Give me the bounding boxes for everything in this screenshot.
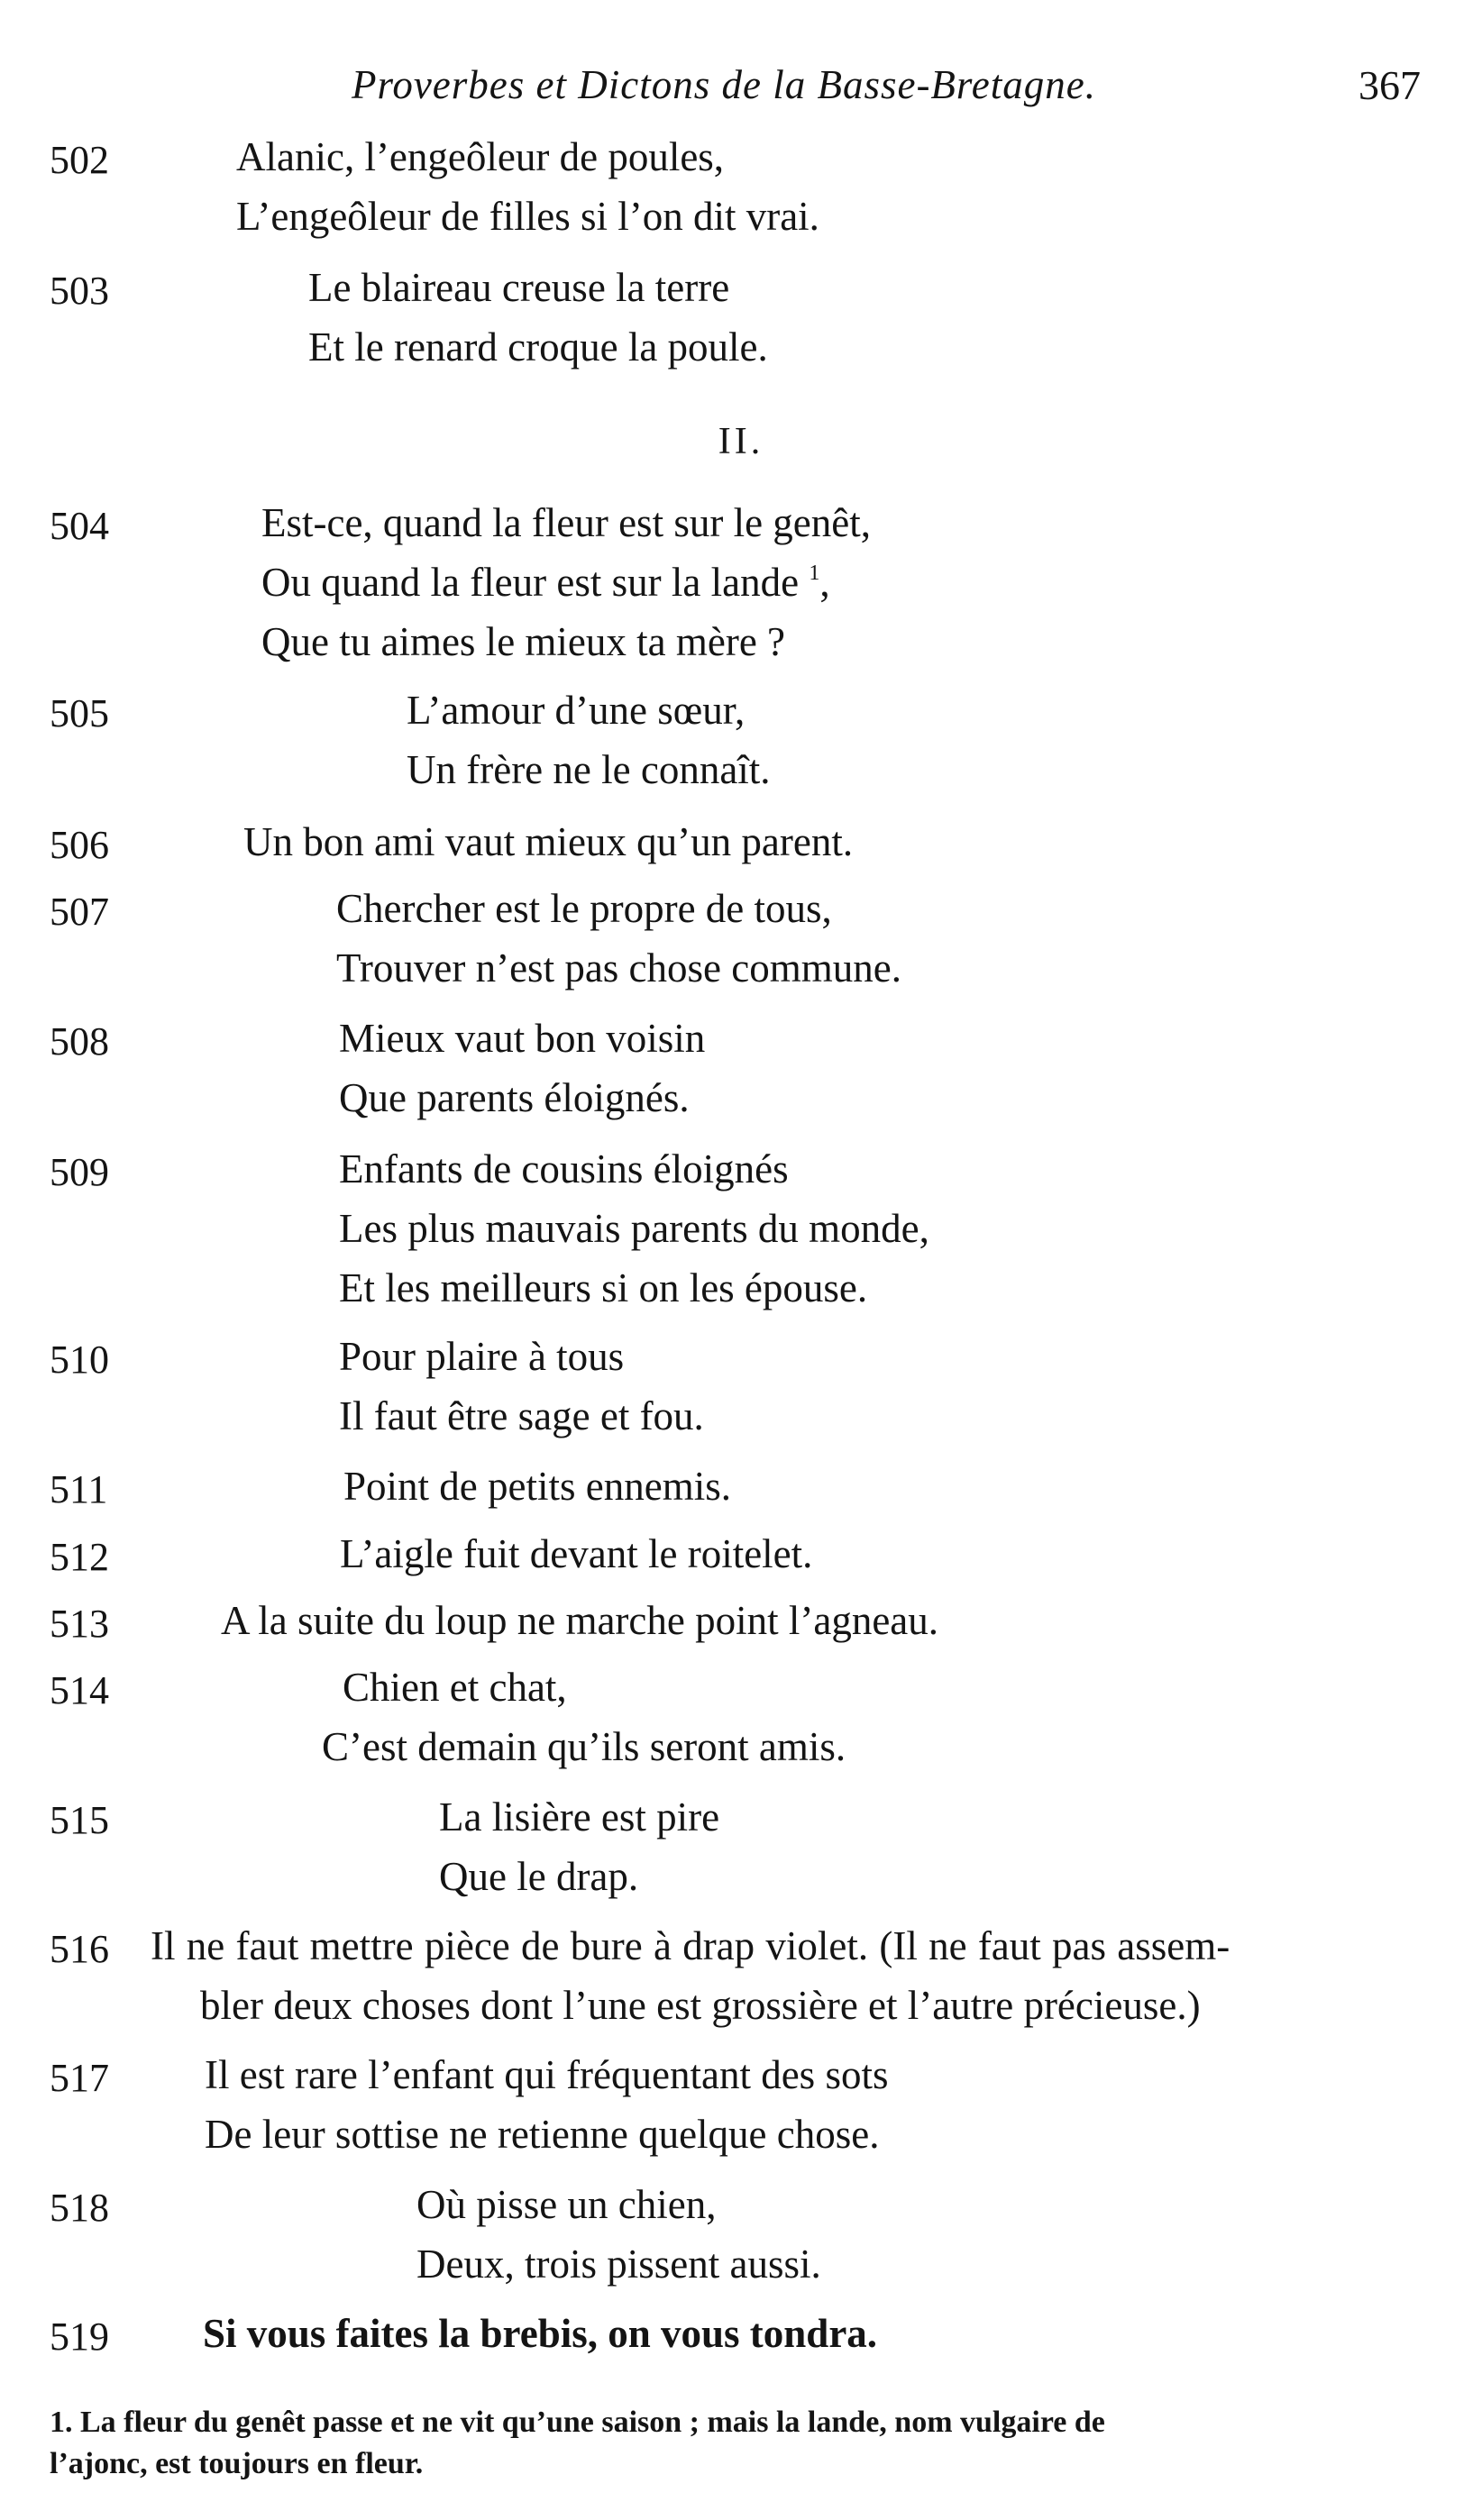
proverb-line: Trouver n’est pas chose commune.: [336, 945, 901, 991]
proverb-number: 518: [50, 2186, 109, 2230]
proverb-line: A la suite du loup ne marche point l’agneau.: [221, 1598, 939, 1643]
proverb-number: 508: [50, 1019, 109, 1064]
proverb-line: Un frère ne le connaît.: [407, 747, 771, 792]
proverb-number: 511: [50, 1467, 108, 1511]
proverb-line: Chien et chat,: [343, 1665, 567, 1710]
proverb-line: Un bon ami vaut mieux qu’un parent.: [243, 819, 854, 864]
proverb-line: Et le renard croque la poule.: [308, 324, 768, 370]
proverb-line-text: Ou quand la fleur est sur la lande: [261, 560, 800, 605]
proverb-line: Que tu aimes le mieux ta mère ?: [261, 619, 786, 664]
proverb-line: Que parents éloignés.: [339, 1075, 690, 1120]
footnote-line: l’ajonc, est toujours en fleur.: [50, 2447, 424, 2480]
proverb-line: Deux, trois pissent aussi.: [416, 2242, 821, 2287]
footnote-reference: 1: [809, 562, 820, 585]
proverb-line: L’aigle fuit devant le roitelet.: [340, 1531, 813, 1576]
running-title: Proverbes et Dictons de la Basse-Bretagne.: [352, 62, 1096, 107]
proverb-number: 514: [50, 1668, 109, 1712]
proverb-line: Est-ce, quand la fleur est sur le genêt,: [261, 500, 871, 545]
proverb-number: 506: [50, 823, 109, 867]
proverb-number: 519: [50, 2315, 109, 2359]
proverb-line: Mieux vaut bon voisin: [339, 1016, 706, 1061]
section-heading: II.: [718, 421, 764, 462]
proverb-line: Point de petits ennemis.: [343, 1464, 731, 1509]
proverb-line: Où pisse un chien,: [416, 2182, 717, 2227]
proverb-line: Alanic, l’engeôleur de poules,: [236, 134, 725, 179]
proverb-line: L’amour d’une sœur,: [407, 688, 746, 733]
proverb-line: Enfants de cousins éloignés: [339, 1146, 789, 1192]
proverb-line: Si vous faites la brebis, on vous tondra.: [203, 2311, 878, 2356]
proverb-line: De leur sottise ne retienne quelque chose.: [205, 2112, 880, 2157]
proverb-number: 516: [50, 1927, 109, 1971]
page-number: 367: [1358, 62, 1421, 108]
proverb-number: 505: [50, 691, 109, 735]
proverb-number: 510: [50, 1338, 109, 1382]
proverb-line: Pour plaire à tous: [339, 1334, 625, 1379]
punctuation: ,: [819, 560, 830, 605]
proverb-line: bler deux choses dont l’une est grossière et l’autre précieuse.): [200, 1983, 1201, 2028]
footnote-line: 1. La fleur du genêt passe et ne vit qu’une saison ; mais la lande, nom vulgaire de: [50, 2406, 1105, 2439]
page-header: [0, 61, 1482, 115]
proverb-number: 507: [50, 890, 109, 934]
proverb-line: [261, 562, 830, 603]
proverb-line: Il est rare l’enfant qui fréquentant des sots: [205, 2052, 889, 2097]
proverb-number: 502: [50, 138, 109, 182]
proverb-line: Il ne faut mettre pièce de bure à drap violet. (Il ne faut pas assem-: [151, 1923, 1230, 1968]
proverb-number: 504: [50, 504, 109, 548]
proverb-line: C’est demain qu’ils seront amis.: [322, 1724, 846, 1769]
proverb-number: 509: [50, 1150, 109, 1194]
footnote: [50, 2402, 1442, 2485]
proverb-number: 517: [50, 2056, 109, 2100]
proverb-number: 503: [50, 269, 109, 313]
proverb-line: Chercher est le propre de tous,: [336, 886, 832, 931]
proverb-line: Les plus mauvais parents du monde,: [339, 1206, 929, 1251]
proverb-line: Et les meilleurs si on les épouse.: [339, 1265, 868, 1310]
proverb-line: La lisière est pire: [439, 1794, 720, 1840]
proverb-line: Que le drap.: [439, 1854, 639, 1899]
proverb-number: 513: [50, 1602, 109, 1646]
proverb-number: 515: [50, 1798, 109, 1842]
proverb-line: L’engeôleur de filles si l’on dit vrai.: [236, 194, 819, 239]
proverb-line: Il faut être sage et fou.: [339, 1393, 704, 1438]
proverb-number: 512: [50, 1535, 109, 1579]
proverb-line: Le blaireau creuse la terre: [308, 265, 730, 310]
